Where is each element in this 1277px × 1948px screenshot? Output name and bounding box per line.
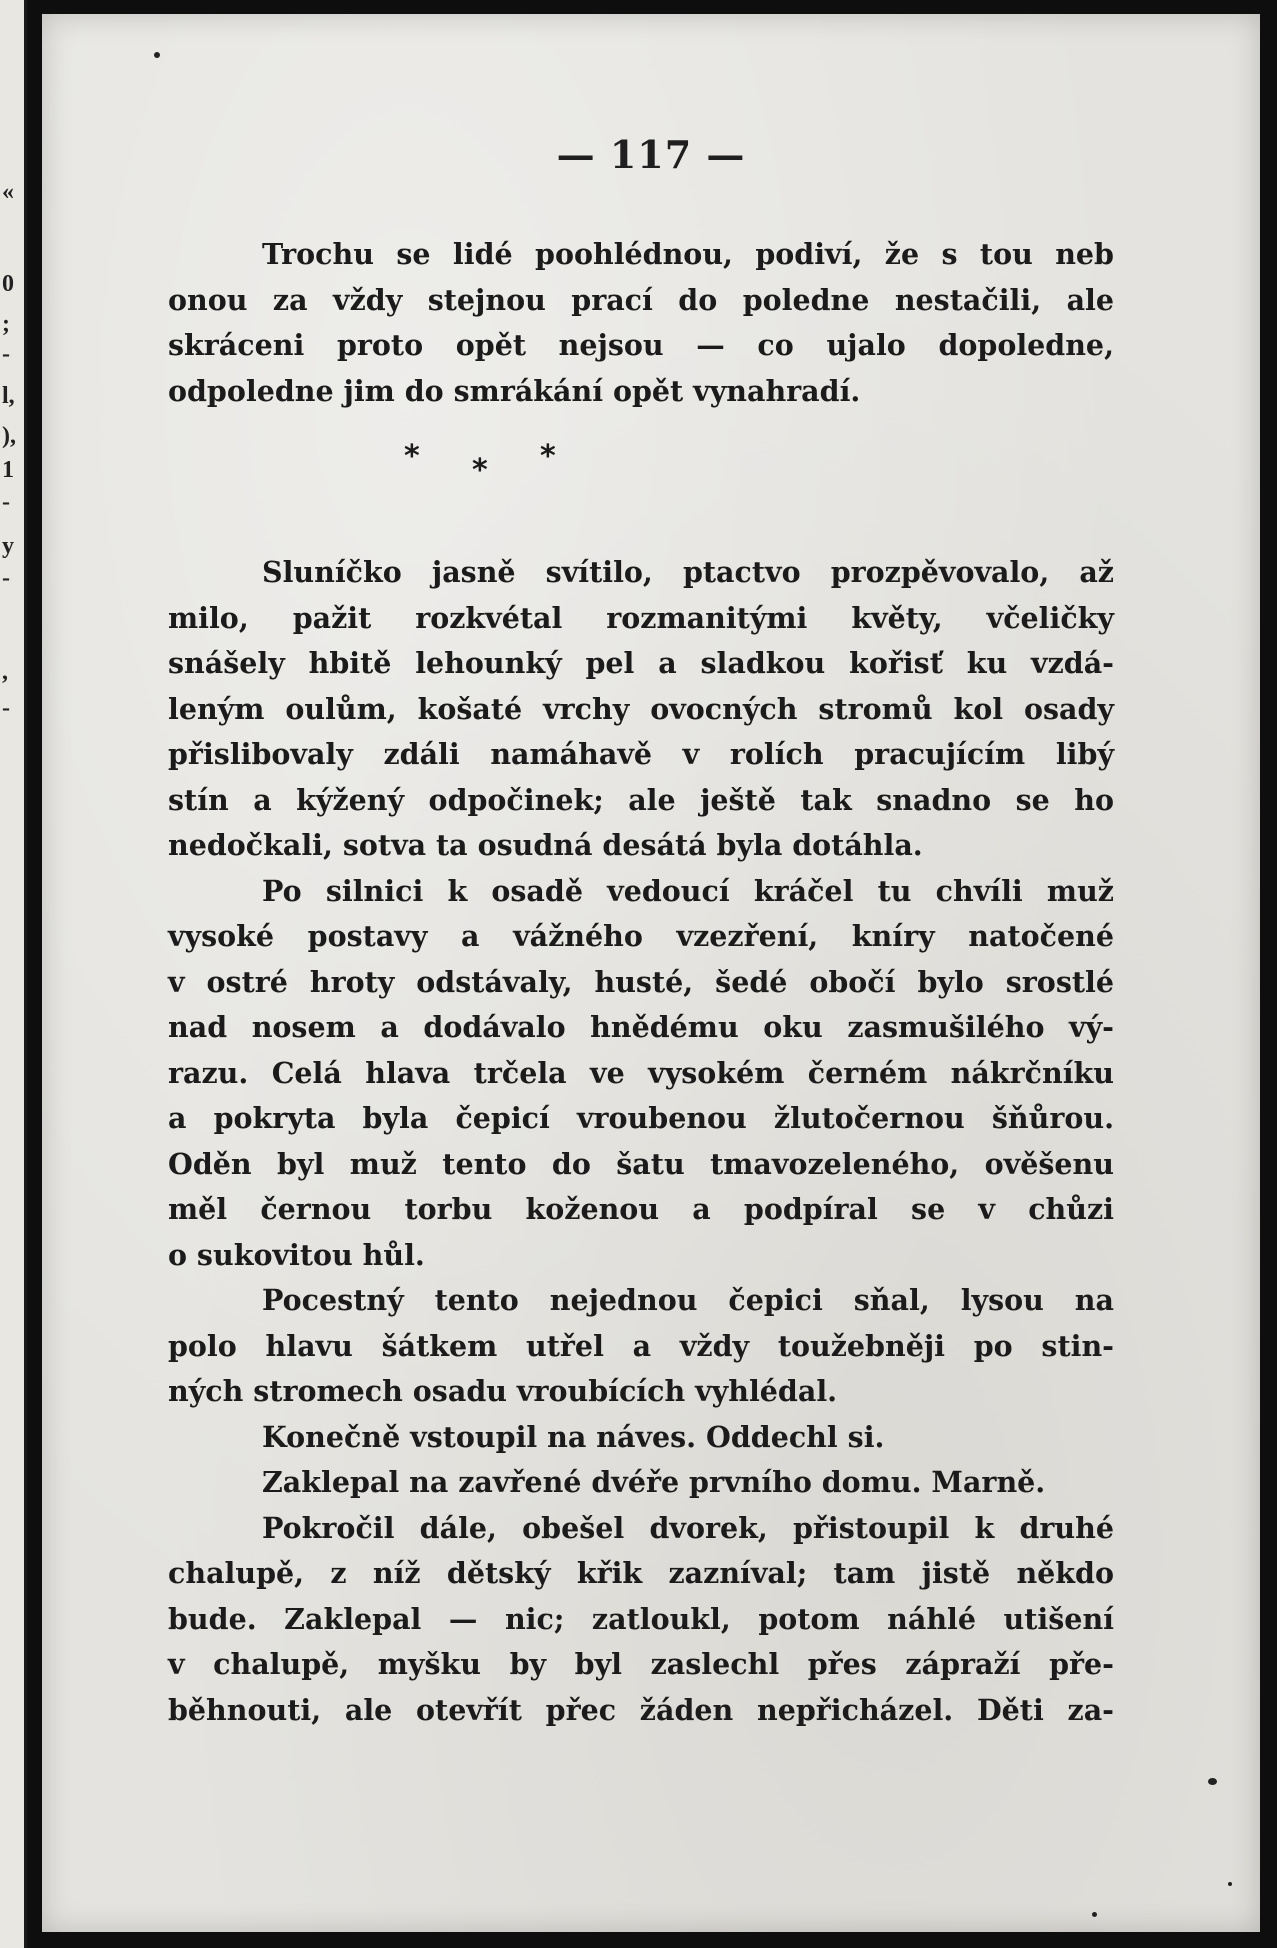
- margin-fragment: -: [2, 565, 10, 591]
- adjacent-page-edge: [0, 0, 27, 1948]
- text-line: Po silnici k osadě vedoucí kráčel tu chvíli muž: [262, 873, 1114, 908]
- text-line: Trochu se lidé poohlédnou, podiví, že s tou neb: [262, 237, 1114, 271]
- text-line: Oděn byl muž tento do šatu tmavozeleného, ověšenu: [168, 1146, 1114, 1181]
- text-line: Pokročil dále, obešel dvorek, přistoupil k druhé: [262, 1510, 1114, 1545]
- paragraph: [74, 1278, 1114, 1415]
- margin-fragment: -: [2, 695, 10, 721]
- page-number: — 117 —: [556, 132, 746, 177]
- text-line: bude. Zaklepal — nic; zatloukl, potom náhlé utišení: [168, 1601, 1114, 1636]
- text-line: snášely hbitě lehounký pel a sladkou kořisť ku vzdá-: [168, 646, 1114, 680]
- text-line: Konečně vstoupil na náves. Oddechl si.: [262, 1419, 885, 1454]
- margin-fragment: -: [2, 341, 10, 367]
- text-line: odpoledne jim do smrákání opět vynahradí.: [168, 373, 861, 408]
- paragraph: [74, 1415, 1114, 1461]
- text-line: nad nosem a dodávalo hnědému oku zasmušilého vý-: [168, 1010, 1114, 1044]
- text-line: a pokryta byla čepicí vroubenou žlutočernou šňůrou.: [168, 1101, 1114, 1135]
- margin-fragment: 1: [2, 457, 14, 483]
- margin-fragment: ,: [2, 659, 8, 685]
- separator-star: *: [472, 453, 488, 488]
- margin-fragment: «: [2, 179, 14, 205]
- margin-fragment: l,: [2, 383, 15, 409]
- page-body: [74, 232, 1114, 1733]
- margin-fragment: ),: [2, 423, 16, 449]
- text-line: nedočkali, sotva ta osudná desátá byla dotáhla.: [168, 828, 923, 862]
- scan-speck: [1208, 1778, 1217, 1785]
- scan-speck: [1228, 1882, 1232, 1886]
- text-line: leným oulům, košaté vrchy ovocných stromů kol osady: [168, 691, 1114, 726]
- scan-speck: [154, 52, 160, 58]
- text-line: Zaklepal na zavřené dvéře prvního domu. Marně.: [262, 1465, 1046, 1499]
- paragraph: [74, 232, 1114, 414]
- text-line: polo hlavu šátkem utřel a vždy toužebněji po stin-: [168, 1328, 1114, 1363]
- text-line: skráceni proto opět nejsou — co ujalo dopoledne,: [168, 328, 1114, 362]
- text-line: Pocestný tento nejednou čepici sňal, lysou na: [262, 1283, 1114, 1317]
- margin-fragment: y: [2, 533, 14, 559]
- text-line: běhnouti, ale otevřít přec žáden nepřicházel. Děti za-: [168, 1692, 1114, 1727]
- scan-speck: [1092, 1912, 1097, 1917]
- text-line: v chalupě, myšku by byl zaslechl přes zápraží pře-: [168, 1647, 1114, 1681]
- paragraph: [74, 869, 1114, 1279]
- text-line: měl černou torbu koženou a podpíral se v chůzi: [168, 1192, 1114, 1226]
- margin-fragment: 0: [2, 271, 14, 297]
- text-line: milo, pažit rozkvétal rozmanitými květy, včeličky: [168, 600, 1114, 635]
- text-line: v ostré hroty odstávaly, husté, šedé obočí bylo srostlé: [168, 964, 1114, 999]
- separator-star: *: [404, 439, 420, 474]
- text-line: o sukovitou hůl.: [168, 1237, 425, 1272]
- paragraph: [74, 550, 1114, 869]
- text-line: přislibovaly zdáli namáhavě v rolích pracujícím libý: [168, 737, 1114, 771]
- text-line: razu. Celá hlava trčela ve vysokém černém nákrčníku: [168, 1055, 1114, 1090]
- text-line: onou za vždy stejnou prací do poledne nestačili, ale: [168, 282, 1114, 317]
- section-separator: [74, 414, 1114, 550]
- text-line: chalupě, z níž dětský křik zazníval; tam jistě někdo: [168, 1556, 1114, 1590]
- paragraph: [74, 1460, 1114, 1506]
- separator-star: *: [540, 439, 556, 474]
- text-line: Sluníčko jasně svítilo, ptactvo prozpěvovalo, až: [262, 555, 1114, 589]
- margin-fragment: -: [2, 489, 10, 515]
- text-line: vysoké postavy a vážného vzezření, kníry natočené: [168, 919, 1114, 953]
- text-line: ných stromech osadu vroubících vyhlédal.: [168, 1374, 838, 1408]
- book-page: [42, 14, 1260, 1932]
- paragraph: [74, 1506, 1114, 1734]
- margin-fragment: ;: [2, 311, 10, 337]
- text-line: stín a kýžený odpočinek; ale ještě tak snadno se ho: [168, 782, 1114, 817]
